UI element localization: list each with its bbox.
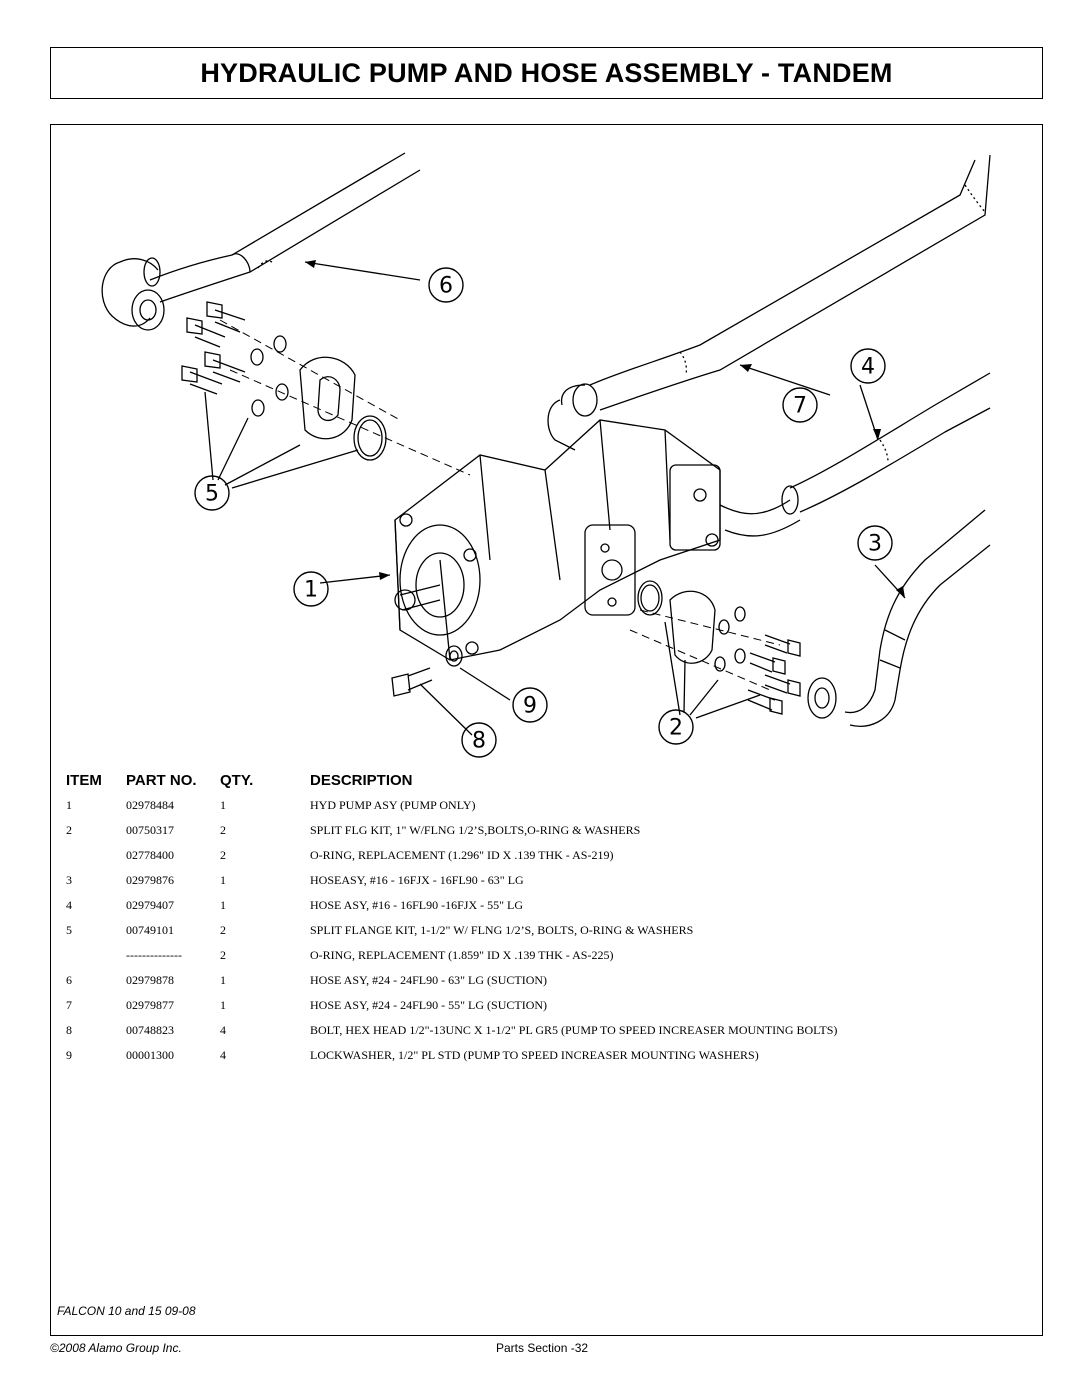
cell-part-no: 02979876 [126,873,174,887]
cell-item: 8 [66,1023,72,1037]
cell-item: 2 [66,823,72,837]
cell-description: BOLT, HEX HEAD 1/2"-13UNC X 1-1/2" PL GR5 (PUMP TO SPEED INCREASER MOUNTING BOLTS) [310,1023,838,1037]
parts-diagram [0,124,1080,764]
cell-item: 7 [66,998,72,1012]
cell-part-no: 02979877 [126,998,174,1012]
header-description: DESCRIPTION [310,772,413,789]
cell-description: SPLIT FLANGE KIT, 1-1/2" W/ FLNG 1/2’S, BOLTS, O-RING & WASHERS [310,923,694,937]
cell-description: HYD PUMP ASY (PUMP ONLY) [310,798,476,812]
footer-page-number: Parts Section -32 [496,1341,589,1355]
cell-part-no: 00750317 [126,823,174,837]
callout-3: 3 [868,531,882,557]
table-row [0,1023,1080,1043]
footer-model: FALCON 10 and 15 09-08 [57,1304,196,1318]
table-row [0,998,1080,1018]
cell-description: LOCKWASHER, 1/2" PL STD (PUMP TO SPEED INCREASER MOUNTING WASHERS) [310,1048,759,1062]
cell-description: HOSEASY, #16 - 16FJX - 16FL90 - 63" LG [310,873,524,887]
flange-kit-5 [182,302,386,460]
callout-2: 2 [669,715,683,741]
cell-item: 9 [66,1048,72,1062]
cell-description: O-RING, REPLACEMENT (1.859" ID X .139 THK - AS-225) [310,948,614,962]
footer-copyright: ©2008 Alamo Group Inc. [50,1341,182,1355]
table-row [0,923,1080,943]
cell-part-no: 02979407 [126,898,174,912]
flange-kit-2 [638,581,800,714]
callout-9: 9 [523,693,537,719]
cell-qty: 1 [220,973,226,987]
cell-qty: 1 [220,898,226,912]
cell-qty: 4 [220,1023,226,1037]
table-row [0,798,1080,818]
page-title: HYDRAULIC PUMP AND HOSE ASSEMBLY - TANDEM [200,57,893,88]
callout-7: 7 [793,393,807,419]
bolt-8 [392,646,462,696]
cell-description: O-RING, REPLACEMENT (1.296" ID X .139 THK - AS-219) [310,848,614,862]
header-qty: QTY. [220,772,254,789]
cell-description: SPLIT FLG KIT, 1" W/FLNG 1/2’S,BOLTS,O-RING & WASHERS [310,823,641,837]
callout-4: 4 [861,354,875,380]
cell-part-no: 00748823 [126,1023,174,1037]
header-item: ITEM [66,772,102,789]
table-row [0,823,1080,843]
table-row [0,1048,1080,1068]
cell-item: 4 [66,898,72,912]
table-row [0,973,1080,993]
cell-qty: 1 [220,873,226,887]
cell-qty: 2 [220,848,226,862]
cell-part-no: 02778400 [126,848,174,862]
hose-7 [590,155,990,410]
cell-item: 1 [66,798,72,812]
callout-1: 1 [304,577,318,603]
cell-part-no: 02978484 [126,798,174,812]
cell-part-no: -------------- [126,948,182,962]
cell-qty: 2 [220,948,226,962]
table-row [0,873,1080,893]
callout-5: 5 [205,481,219,507]
cell-part-no: 00001300 [126,1048,174,1062]
cell-qty: 2 [220,923,226,937]
cell-description: HOSE ASY, #24 - 24FL90 - 55" LG (SUCTION) [310,998,548,1012]
cell-qty: 1 [220,798,226,812]
hose-6-elbow [102,259,158,326]
cell-item: 6 [66,973,72,987]
cell-qty: 2 [220,823,226,837]
title-box [50,47,1043,99]
cell-description: HOSE ASY, #24 - 24FL90 - 63" LG (SUCTION) [310,973,548,987]
cell-description: HOSE ASY, #16 - 16FL90 -16FJX - 55" LG [310,898,524,912]
cell-part-no: 00749101 [126,923,174,937]
callout-6: 6 [439,273,453,299]
hose-4 [790,373,990,512]
cell-part-no: 02979878 [126,973,174,987]
cell-qty: 4 [220,1048,226,1062]
header-part-no: PART NO. [126,772,197,789]
table-row [0,948,1080,968]
hose-3 [845,510,990,726]
cell-item: 5 [66,923,72,937]
table-row [0,898,1080,918]
hose-6 [150,153,420,302]
pump-body [395,420,720,660]
callout-8: 8 [472,728,486,754]
cell-item: 3 [66,873,72,887]
cell-qty: 1 [220,998,226,1012]
table-row [0,848,1080,868]
